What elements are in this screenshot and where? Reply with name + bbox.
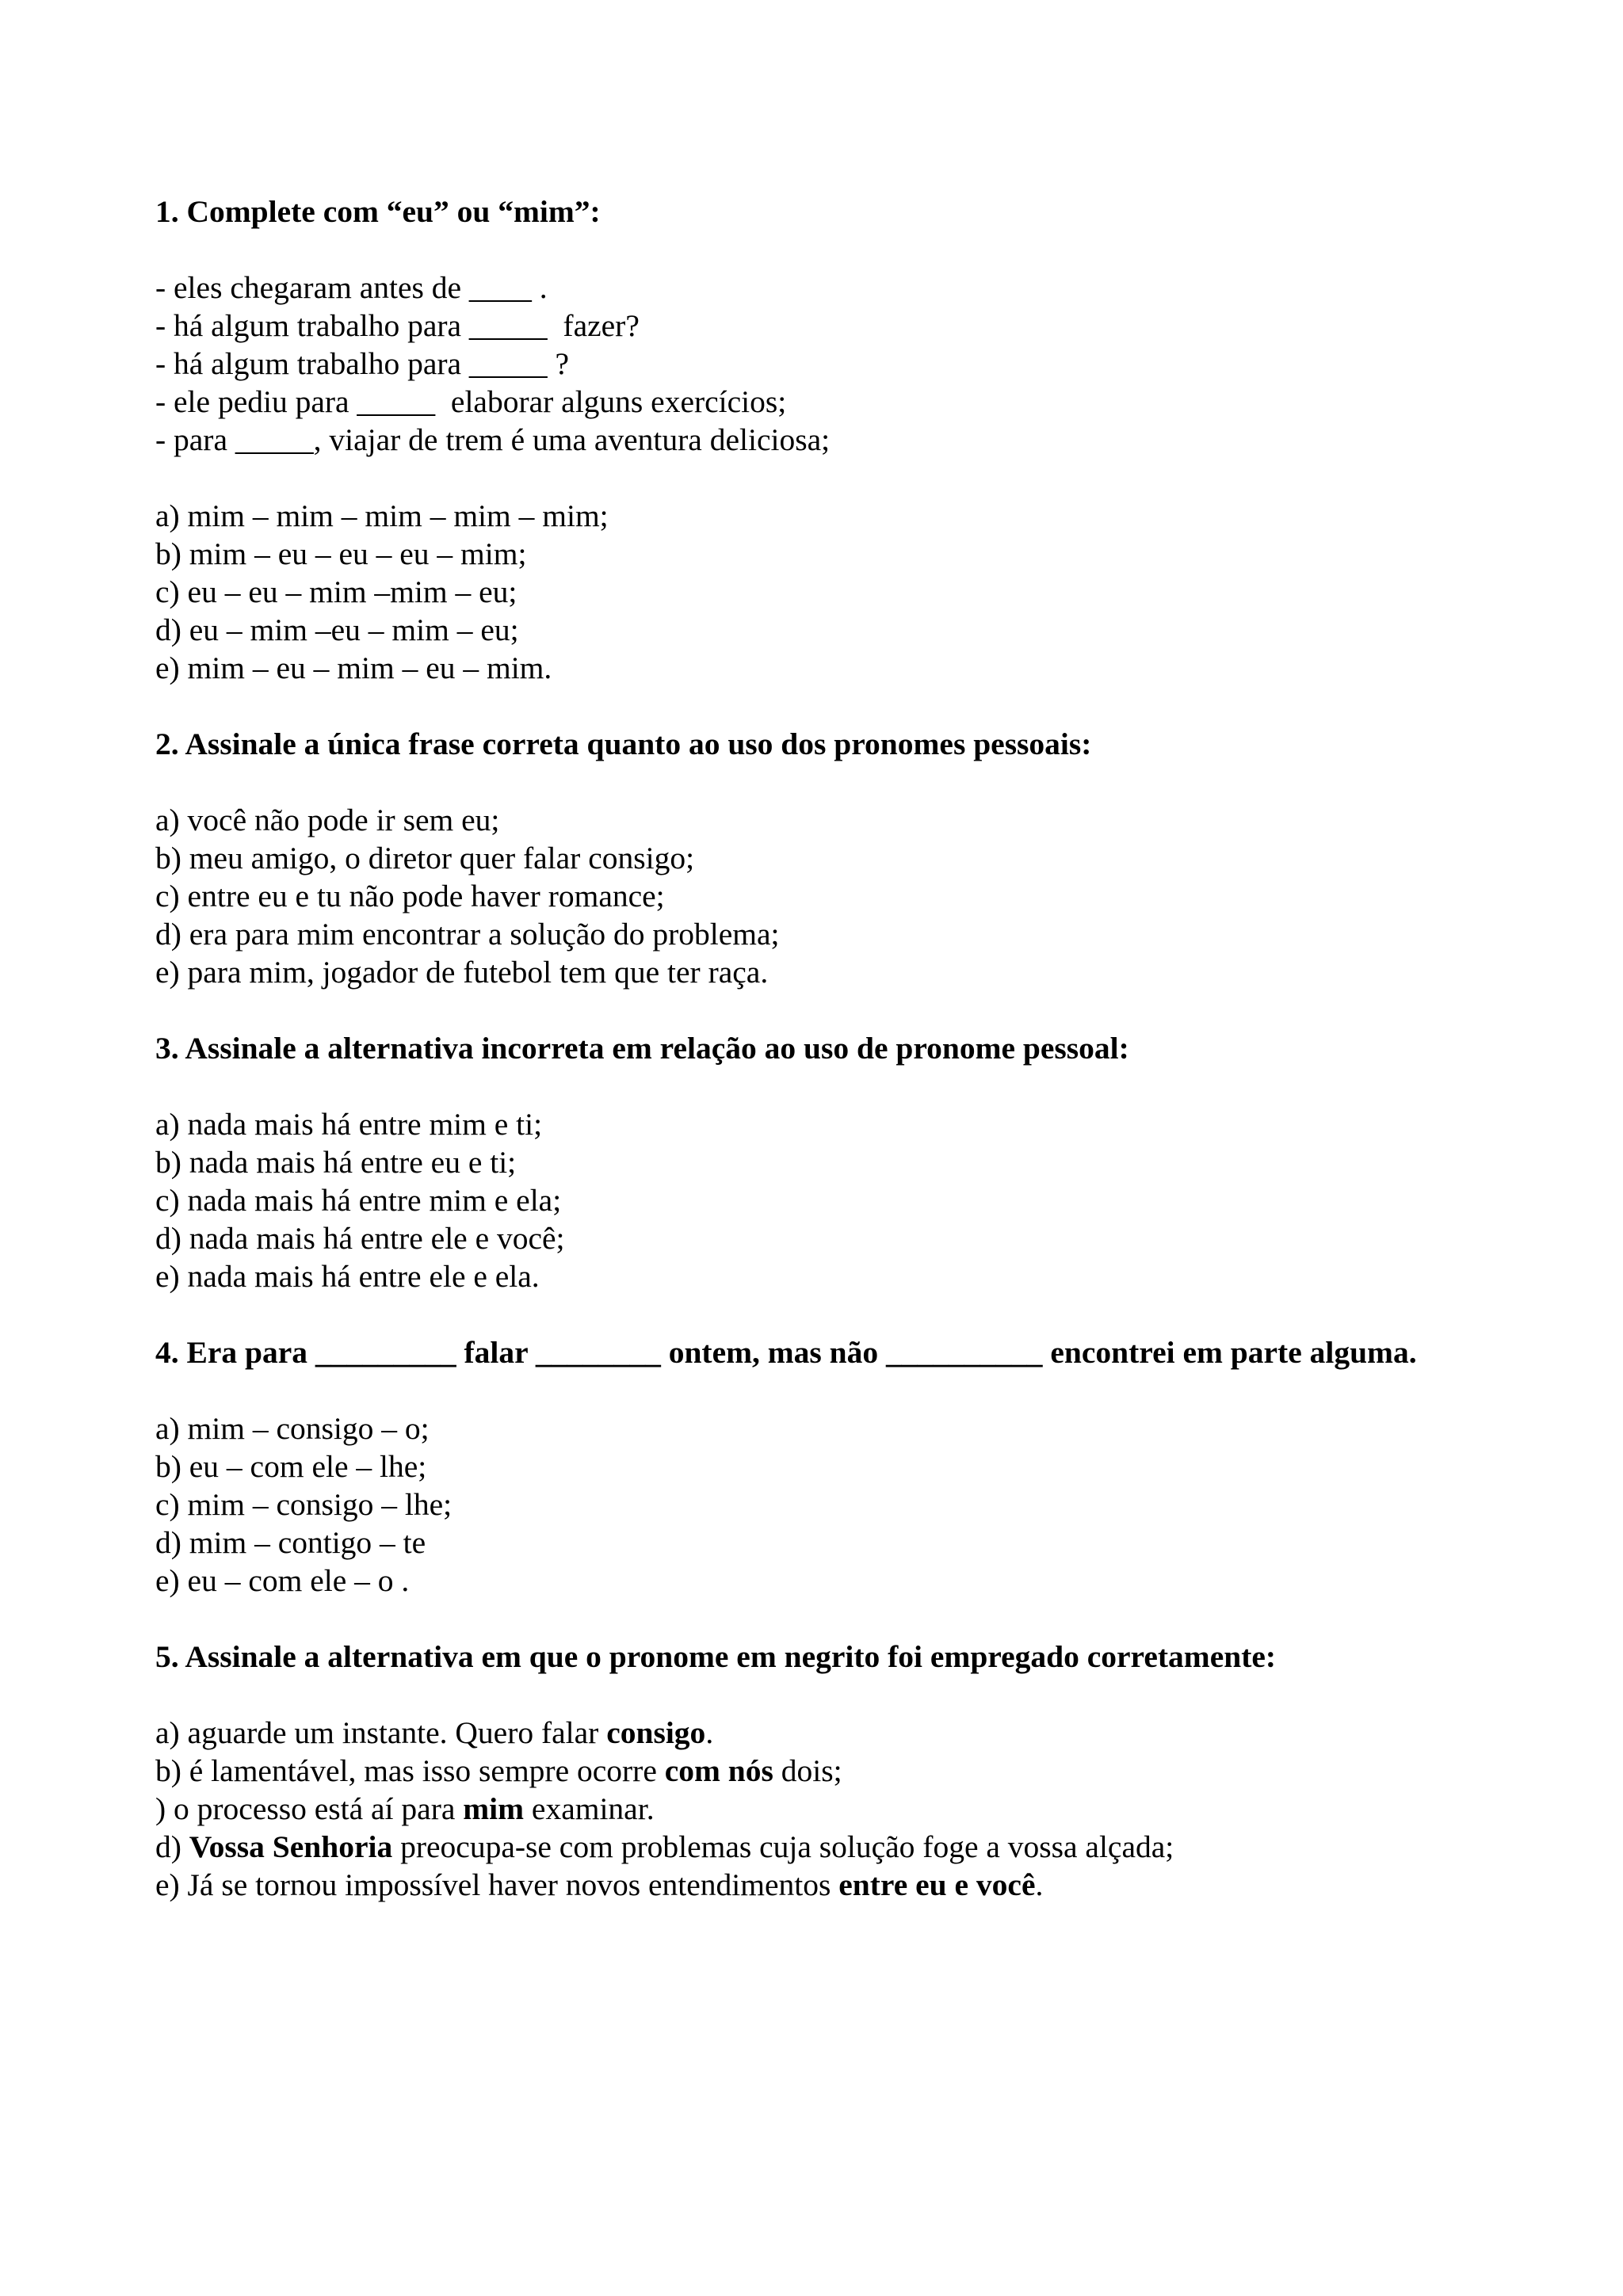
- q5-option-d: [155, 1828, 1471, 1866]
- bold-pronoun: entre eu e você: [838, 1867, 1036, 1902]
- q1-sentence: - ele pediu para _____ elaborar alguns exercícios;: [155, 384, 787, 419]
- q1-option-c: c) eu – eu – mim –mim – eu;: [155, 574, 517, 609]
- q4-option-a: a) mim – consigo – o;: [155, 1411, 430, 1446]
- q2-option-a: a) você não pode ir sem eu;: [155, 803, 500, 837]
- spacer: [155, 1676, 1471, 1714]
- bold-pronoun: consigo: [606, 1715, 706, 1750]
- q3-option-a: a) nada mais há entre mim e ti;: [155, 1107, 543, 1142]
- q4-option-e: e) eu – com ele – o .: [155, 1563, 410, 1598]
- spacer: [155, 459, 1471, 497]
- spacer: [155, 1371, 1471, 1409]
- bold-pronoun: mim: [463, 1791, 525, 1826]
- spacer: [155, 687, 1471, 725]
- q3-option-c: c) nada mais há entre mim e ela;: [155, 1183, 562, 1218]
- q4-option-c: c) mim – consigo – lhe;: [155, 1487, 453, 1522]
- option-text: ) o processo está aí para: [155, 1791, 464, 1826]
- bold-pronoun: com nós: [664, 1753, 773, 1788]
- option-text: dois;: [773, 1753, 842, 1788]
- q1-option-e: e) mim – eu – mim – eu – mim.: [155, 650, 552, 685]
- spacer: [155, 1295, 1471, 1333]
- q1-option-d: d) eu – mim –eu – mim – eu;: [155, 612, 519, 647]
- q4-option-b: b) eu – com ele – lhe;: [155, 1449, 427, 1484]
- q2-option-d: d) era para mim encontrar a solução do problema;: [155, 917, 780, 952]
- q1-sentence: - para _____, viajar de trem é uma aventura deliciosa;: [155, 422, 831, 457]
- option-text: .: [1035, 1867, 1044, 1902]
- q1-sentence: - há algum trabalho para _____ fazer?: [155, 308, 640, 343]
- bold-pronoun: Vossa Senhoria: [189, 1829, 393, 1864]
- option-text: examinar.: [524, 1791, 655, 1826]
- q1-sentence: - eles chegaram antes de ____ .: [155, 270, 548, 305]
- option-text: d): [155, 1829, 189, 1864]
- q1-sentence: - há algum trabalho para _____ ?: [155, 346, 570, 381]
- q5-option-c: [155, 1790, 1471, 1828]
- question-3-title: 3. Assinale a alternativa incorreta em relação ao uso de pronome pessoal:: [155, 1031, 1129, 1066]
- q5-option-a: [155, 1714, 1471, 1752]
- q5-option-e: [155, 1866, 1471, 1904]
- option-text: e) Já se tornou impossível haver novos entendimentos: [155, 1867, 839, 1902]
- option-text: preocupa-se com problemas cuja solução foge a vossa alçada;: [392, 1829, 1174, 1864]
- option-text: .: [705, 1715, 714, 1750]
- spacer: [155, 1067, 1471, 1105]
- q1-option-b: b) mim – eu – eu – eu – mim;: [155, 536, 527, 571]
- option-text: a) aguarde um instante. Quero falar: [155, 1715, 607, 1750]
- q2-option-e: e) para mim, jogador de futebol tem que ter raça.: [155, 955, 769, 990]
- q3-option-e: e) nada mais há entre ele e ela.: [155, 1259, 540, 1294]
- q2-option-b: b) meu amigo, o diretor quer falar consigo;: [155, 841, 695, 875]
- q3-option-d: d) nada mais há entre ele e você;: [155, 1221, 565, 1256]
- question-4-title: 4. Era para _________ falar ________ ontem, mas não __________ encontrei em parte alguma.: [155, 1335, 1417, 1370]
- spacer: [155, 991, 1471, 1029]
- q1-option-a: a) mim – mim – mim – mim – mim;: [155, 498, 609, 533]
- q4-option-d: d) mim – contigo – te: [155, 1525, 426, 1560]
- spacer: [155, 763, 1471, 801]
- q3-option-b: b) nada mais há entre eu e ti;: [155, 1145, 517, 1180]
- q5-option-b: [155, 1752, 1471, 1790]
- spacer: [155, 231, 1471, 269]
- spacer: [155, 1600, 1471, 1638]
- worksheet: [155, 193, 1471, 1904]
- question-2-title: 2. Assinale a única frase correta quanto ao uso dos pronomes pessoais:: [155, 727, 1092, 761]
- option-text: b) é lamentável, mas isso sempre ocorre: [155, 1753, 665, 1788]
- question-1-title: 1. Complete com “eu” ou “mim”:: [155, 194, 601, 229]
- q2-option-c: c) entre eu e tu não pode haver romance;: [155, 879, 665, 913]
- question-5-title: 5. Assinale a alternativa em que o pronome em negrito foi empregado corretamente:: [155, 1639, 1277, 1674]
